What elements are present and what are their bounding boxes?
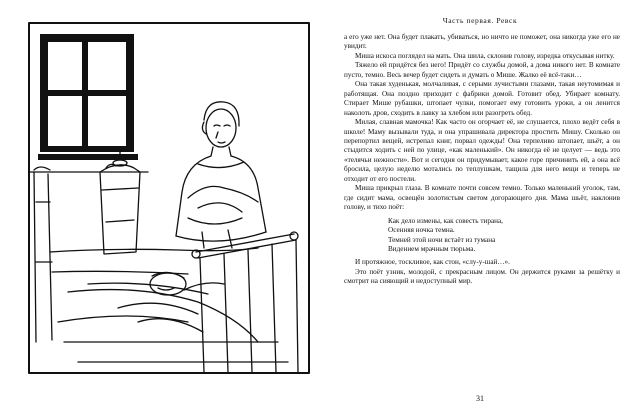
mother-sewing-by-bed-illustration [28, 22, 310, 374]
paragraph: Она такая худенькая, молчаливая, с серыми лучистыми глазами, такая неутомимая и работящая. Она поздно приходит с фабрики домой. Готовит обед. Убирает комнату. Стирает Мише рубашки, штопает чулки, помогает ему готовить уроки, а он ленится наколоть дров, сходить в лавку за хлебом или разогреть обед. [344, 80, 620, 117]
poem-quote [388, 217, 620, 255]
right-page [330, 0, 630, 416]
paragraph: Миша искоса поглядел на мать. Она шила, склонив голову, изредка откусывая нитку. [355, 51, 615, 60]
mother-drawing [176, 102, 266, 248]
poem-line: Темней этой ночи встаёт из тумана [388, 235, 496, 244]
poem-line: Видением мрачным тюрьма. [388, 244, 476, 253]
paragraph: Миша прикрыл глаза. В комнате почти совсем темно. Только маленький уголок, там, где сидит мама, освещён золотистым светом догорающего дня. Мама шьёт, наклонив голову, и тихо поёт: [344, 184, 620, 212]
bed-drawing [50, 248, 288, 362]
paragraph: а его уже нет. Она будет плакать, убиваться, но ничто не поможет, она никогда уже его не увидит. [344, 33, 620, 51]
poem-line: Осенняя ночка темна. [388, 226, 455, 235]
page-number: 31 [476, 394, 484, 403]
paragraph: Тяжело ей придётся без него! Придёт со службы домой, а дома никого нет. В комнате пусто, темно. Весь вечер будет сидеть и думать о Мише. Жалко её всё-таки… [344, 61, 620, 79]
nightstand-drawing [100, 152, 140, 254]
footboard-drawing [192, 232, 298, 372]
running-head: Часть первая. Ревск [442, 16, 518, 25]
window-drawing [38, 34, 138, 160]
paragraph: Это поёт узник, молодой, с прекрасным лицом. Он держится руками за решётку и смотрит на сияющий и недоступный мир. [344, 267, 620, 286]
poem-line: Как дело измены, как совесть тирана, [388, 216, 503, 225]
sleeping-child-drawing [150, 272, 224, 295]
paragraph: Милая, славная мамочка! Как часто он огорчает её, не слушается, плохо ведёт себя в школе! Маму вызывали туда, и она упрашивала директора простить Мишу. Сколько он перепортил вещей, истрепал книг, порвал одежды! Она терпеливо штопает, шьёт, а он стыдится ходить с ней по улице, «как маленький». Он никогда её не целует — ведь это «телячьи нежности». Вот и сегодня он придумывает, какое горе причинить ей, а она всё бросила, целую неделю мотались по теплушкам, тащила для него вещи и теперь не отходит от его постели. [344, 118, 620, 183]
headboard-drawing [34, 167, 52, 342]
paragraph: И протяжное, тоскливое, как стон, «слу-у-шай…». [355, 258, 510, 267]
body-text [344, 33, 620, 287]
